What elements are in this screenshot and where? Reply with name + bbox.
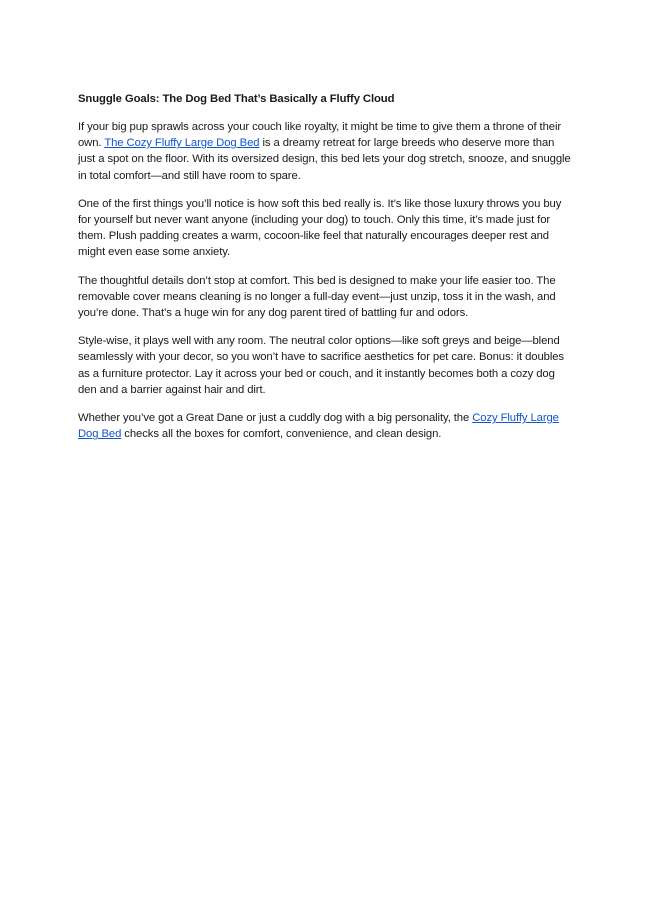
paragraph-2: One of the first things you’ll notice is how soft this bed really is. It’s like those luxury throws you buy for yourself but never want anyone (including your dog) to touch. Only this time, it’s made just for them. Plush padding creates a warm, cocoon-like feel that naturally encourages deeper rest and might even ease some anxiety. bbox=[78, 197, 562, 259]
paragraph-5 bbox=[78, 410, 572, 442]
document-body bbox=[78, 91, 572, 454]
paragraph-4: Style-wise, it plays well with any room. The neutral color options—like soft greys and beige—blend seamlessly with your decor, so you won’t have to sacrifice aesthetics for pet care. Bonus: it doubles as a furniture protector. Lay it across your bed or couch, and it instantly becomes both a cozy dog den and a barrier against hair and dirt. bbox=[78, 335, 564, 396]
product-link-1[interactable]: The Cozy Fluffy Large Dog Bed bbox=[104, 137, 260, 150]
product-link-2[interactable]: Cozy Fluffy Large Dog Bed bbox=[78, 412, 559, 441]
paragraph-5-text-after: checks all the boxes for comfort, convenience, and clean design. bbox=[121, 428, 442, 441]
paragraph-1-text-after: is a dreamy retreat for large breeds who deserve more than just a spot on the floor. With its oversized design, this bed lets your dog stretch, snooze, and snuggle in total comfort—and still have room to spare. bbox=[78, 137, 571, 182]
document-title: Snuggle Goals: The Dog Bed That’s Basically a Fluffy Cloud bbox=[78, 93, 395, 105]
paragraph-5-text-before: Whether you’ve got a Great Dane or just a cuddly dog with a big personality, the bbox=[78, 412, 473, 425]
paragraph-1-text-before: If your big pup sprawls across your couch like royalty, it might be time to give them a throne of their own. bbox=[78, 121, 562, 150]
paragraph-1 bbox=[78, 119, 572, 184]
paragraph-3: The thoughtful details don’t stop at comfort. This bed is designed to make your life easier too. The removable cover means cleaning is no longer a full-day event—just unzip, toss it in the wash, and you’re done. That’s a huge win for any dog parent tired of battling fur and odors. bbox=[78, 274, 556, 320]
